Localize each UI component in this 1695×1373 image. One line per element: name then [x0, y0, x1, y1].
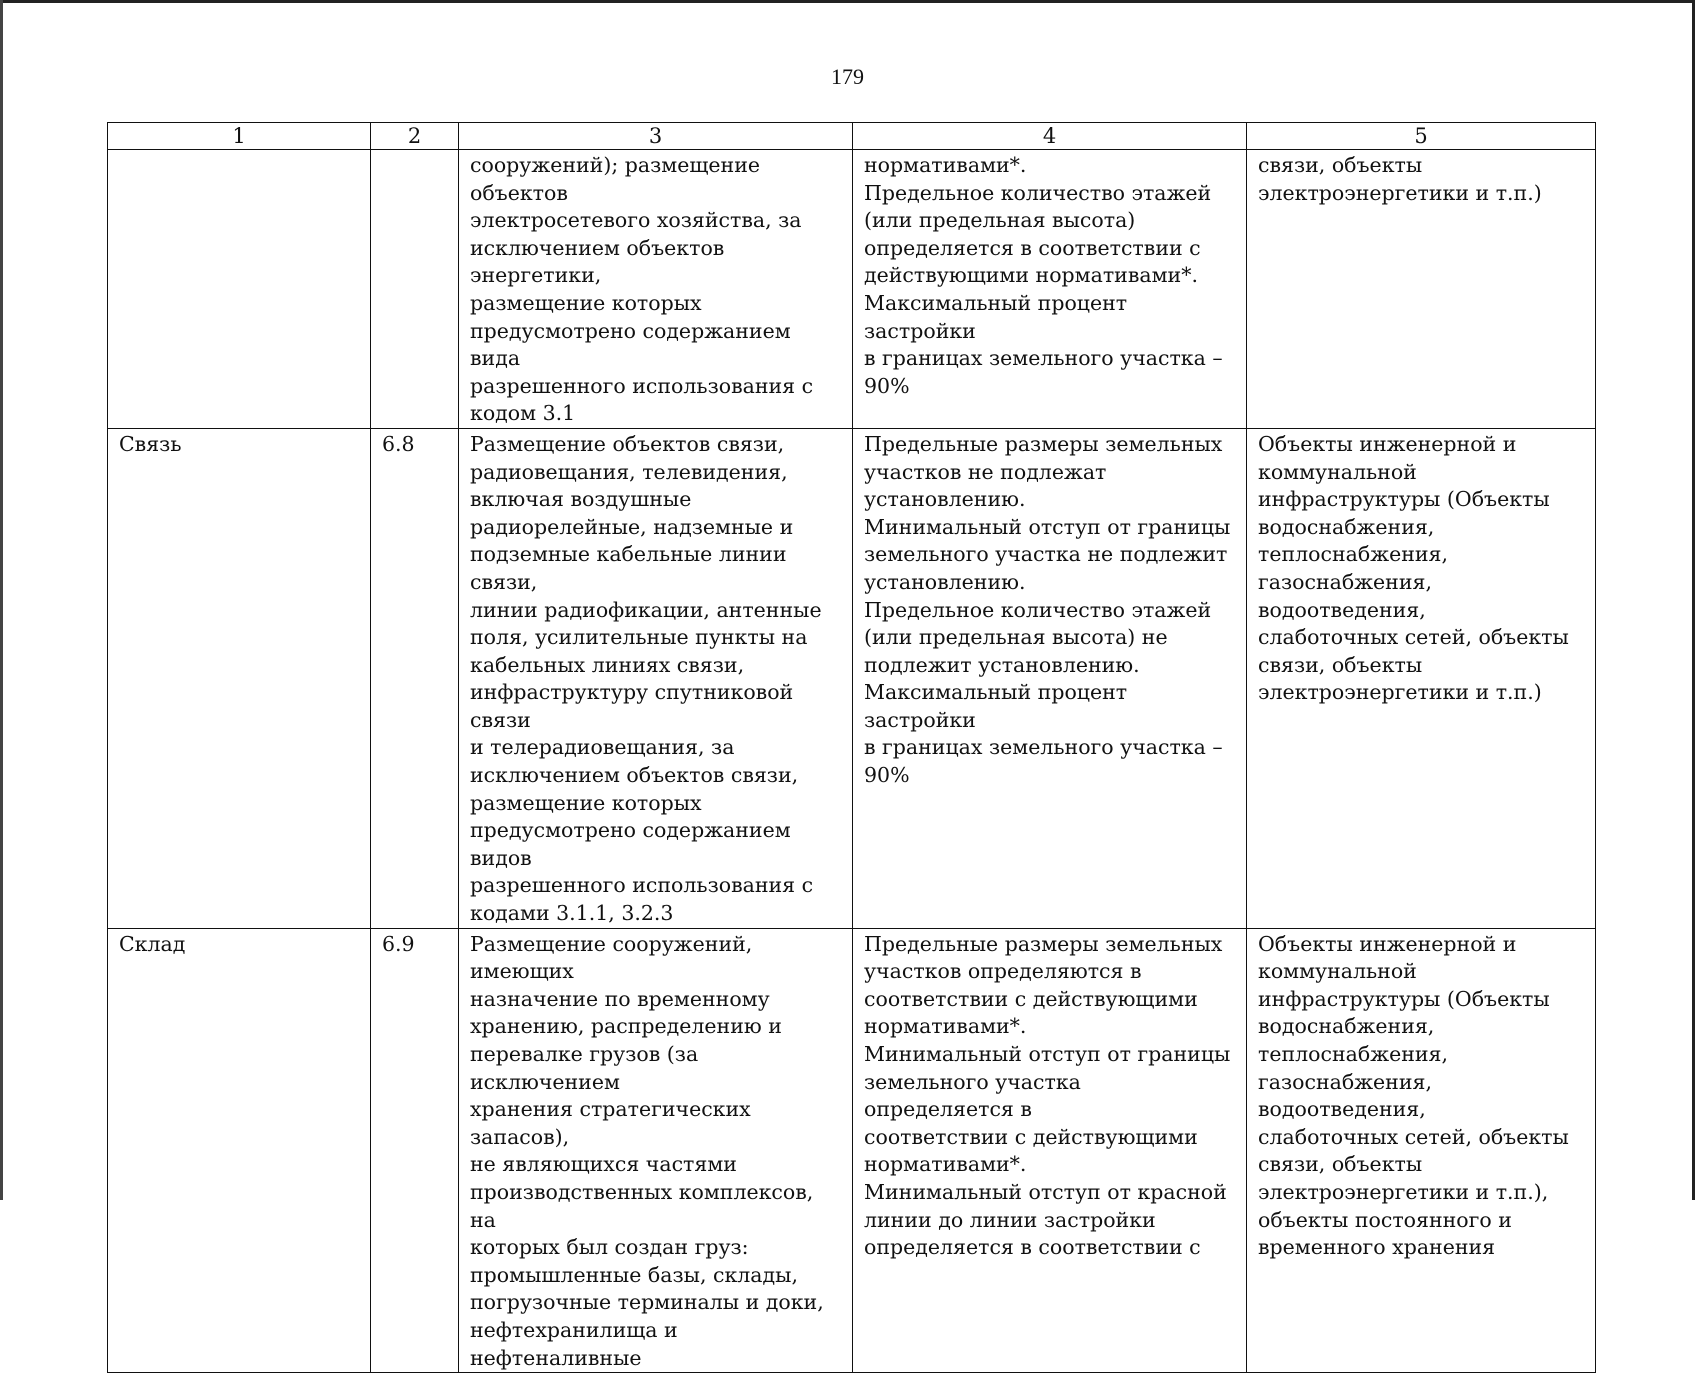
- use-description-cell: Размещение объектов связи, радиовещания, телевидения, включая воздушные радиорелейные, надземные и подземные кабельные линии связи, линии радиофикации, антенные поля, усилительные пункты на кабельных линиях связи, инфраструктуру спутниковой связи и телерадиовещания, за исключением объектов связи, размещение которых предусмотрено содержанием видов разрешенного использования с кодами 3.1.1, 3.2.3: [459, 428, 853, 928]
- parameters-cell: нормативами*. Предельное количество этажей (или предельная высота) определяется в соответствии с действующими нормативами*. Максимальный процент застройки в границах земельного участка – 90%: [853, 150, 1247, 429]
- column-header: 4: [853, 123, 1247, 150]
- table-header-row: [108, 123, 1596, 150]
- column-header: 5: [1247, 123, 1596, 150]
- parameters-cell: Предельные размеры земельных участков определяются в соответствии с действующими нормативами*. Минимальный отступ от границы земельного участка определяется в соответствии с действующими нормативами*. Минимальный отступ от красной линии до линии застройки определяется в соответствии с: [853, 928, 1247, 1373]
- auxiliary-uses-cell: Объекты инженерной и коммунальной инфраструктуры (Объекты водоснабжения, теплоснабжения, газоснабжения, водоотведения, слаботочных сетей, объекты связи, объекты электроэнергетики и т.п.): [1247, 428, 1596, 928]
- table-row: [108, 428, 1596, 928]
- parameters-cell: Предельные размеры земельных участков не подлежат установлению. Минимальный отступ от границы земельного участка не подлежит установлению. Предельное количество этажей (или предельная высота) не подлежит установлению. Максимальный процент застройки в границах земельного участка – 90%: [853, 428, 1247, 928]
- use-name-cell: Связь: [108, 428, 371, 928]
- column-header: 1: [108, 123, 371, 150]
- use-description-cell: сооружений); размещение объектов электросетевого хозяйства, за исключением объектов энергетики, размещение которых предусмотрено содержанием вида разрешенного использования с кодом 3.1: [459, 150, 853, 429]
- page-number: 179: [831, 64, 864, 89]
- use-name-cell: [108, 150, 371, 429]
- use-description-cell: Размещение сооружений, имеющих назначение по временному хранению, распределению и перевалке грузов (за исключением хранения стратегических запасов), не являющихся частями производственных комплексов, на которых был создан груз: промышленные базы, склады, погрузочные терминалы и доки, нефтехранилища и нефтеналивные: [459, 928, 853, 1373]
- use-code-cell: 6.8: [371, 428, 459, 928]
- page-frame-left: [0, 0, 3, 1200]
- table-row: [108, 928, 1596, 1373]
- column-header: 2: [371, 123, 459, 150]
- table-row: [108, 150, 1596, 429]
- page-frame-top: [0, 0, 1695, 3]
- land-use-table: [107, 122, 1596, 1373]
- use-name-cell: Склад: [108, 928, 371, 1373]
- use-code-cell: 6.9: [371, 928, 459, 1373]
- auxiliary-uses-cell: Объекты инженерной и коммунальной инфраструктуры (Объекты водоснабжения, теплоснабжения, газоснабжения, водоотведения, слаботочных сетей, объекты связи, объекты электроэнергетики и т.п.), объекты постоянного и временного хранения: [1247, 928, 1596, 1373]
- column-header: 3: [459, 123, 853, 150]
- auxiliary-uses-cell: связи, объекты электроэнергетики и т.п.): [1247, 150, 1596, 429]
- use-code-cell: [371, 150, 459, 429]
